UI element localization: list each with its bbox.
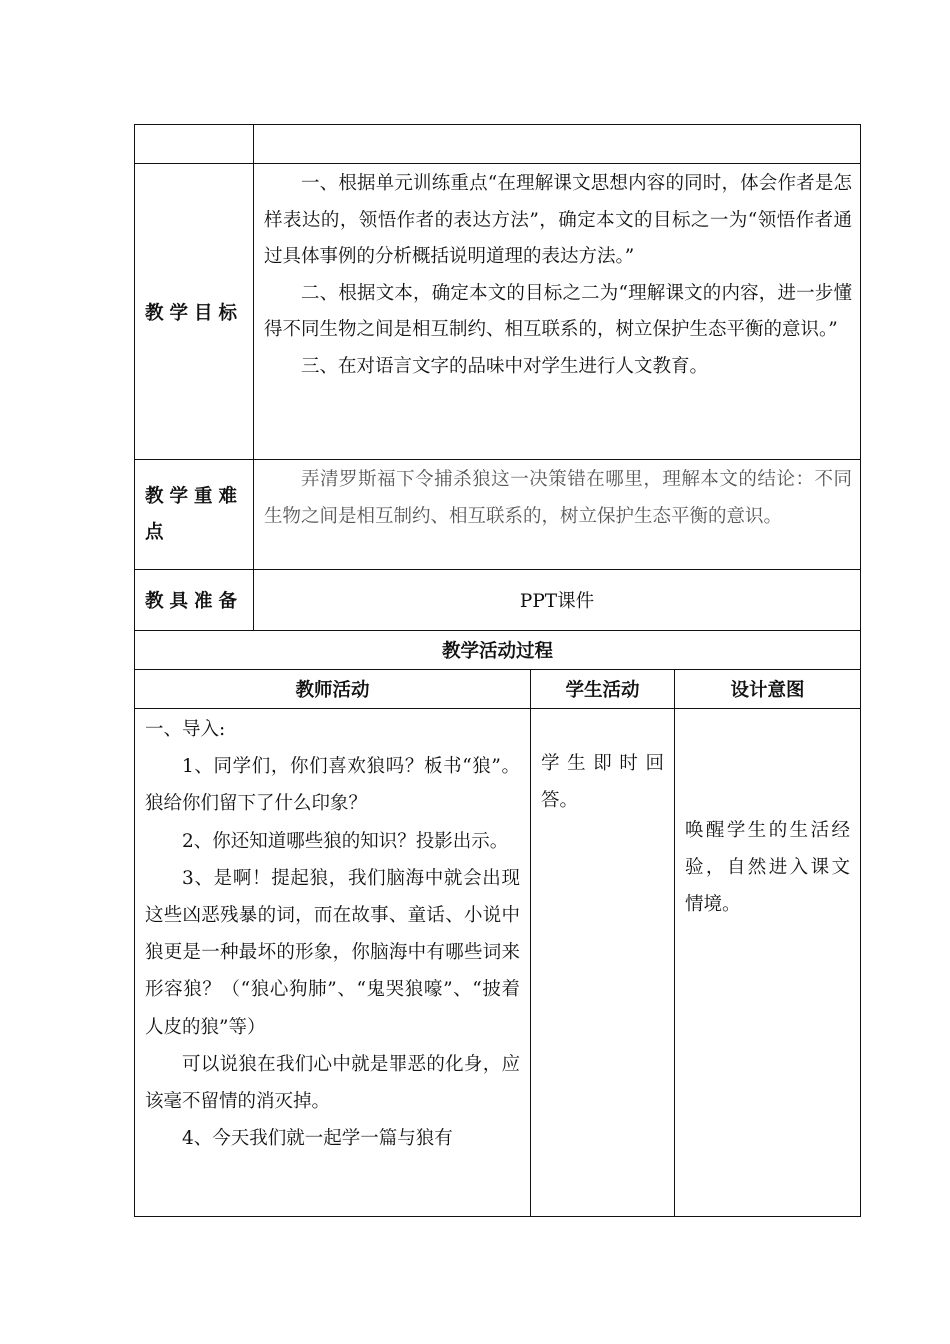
teacher-line-5: 可以说狼在我们心中就是罪恶的化身，应该毫不留情的消灭掉。 xyxy=(145,1053,520,1113)
empty-label-cell xyxy=(135,125,254,164)
process-title-row xyxy=(135,631,861,670)
teacher-line-1: 一、导入: xyxy=(145,719,226,740)
process-body-row xyxy=(135,709,861,1217)
header-teacher: 教师活动 xyxy=(135,670,531,709)
objectives-label: 教学目标 xyxy=(135,164,254,460)
key-points-label: 教学重难点 xyxy=(135,460,254,570)
lesson-plan-table xyxy=(134,124,861,1217)
header-intent: 设计意图 xyxy=(675,670,861,709)
empty-top-row xyxy=(135,125,861,164)
materials-label: 教具准备 xyxy=(135,570,254,631)
materials-row xyxy=(135,570,861,631)
objectives-row xyxy=(135,164,861,460)
objective-2: 二、根据文本，确定本文的目标之二为“理解课文的内容，进一步懂得不同生物之间是相互制约、相互联系的，树立保护生态平衡的意识。” xyxy=(264,282,853,340)
empty-content-cell xyxy=(254,125,861,164)
teacher-line-4: 3、是啊！提起狼，我们脑海中就会出现这些凶恶残暴的词，而在故事、童话、小说中狼更是一种最坏的形象，你脑海中有哪些词来形容狼？（“狼心狗肺”、“鬼哭狼嚎”、“披着人皮的狼”等） xyxy=(145,867,520,1038)
objective-3: 三、在对语言文字的品味中对学生进行人文教育。 xyxy=(301,355,709,377)
process-title: 教学活动过程 xyxy=(135,631,861,670)
teacher-line-6: 4、今天我们就一起学一篇与狼有 xyxy=(182,1128,453,1150)
teacher-line-3: 2、你还知道哪些狼的知识？投影出示。 xyxy=(182,830,509,852)
student-text: 学生即时回答。 xyxy=(541,753,664,812)
key-points-text: 弄清罗斯福下令捕杀狼这一决策错在哪里，理解本文的结论：不同生物之间是相互制约、相互联系的，树立保护生态平衡的意识。 xyxy=(264,469,853,527)
teacher-line-2: 1、同学们，你们喜欢狼吗？板书“狼”。狼给你们留下了什么印象？ xyxy=(145,756,520,815)
design-intent xyxy=(675,709,861,1217)
teacher-activity xyxy=(135,709,531,1217)
intent-text: 唤醒学生的生活经验，自然进入课文情境。 xyxy=(685,820,851,916)
key-points-content xyxy=(254,460,861,570)
student-activity xyxy=(531,709,675,1217)
header-student: 学生活动 xyxy=(531,670,675,709)
objective-1: 一、根据单元训练重点“在理解课文思想内容的同时，体会作者是怎样表达的，领悟作者的表达方法”，确定本文的目标之一为“领悟作者通过具体事例的分析概括说明道理的表达方法。” xyxy=(264,173,853,267)
materials-value: PPT课件 xyxy=(254,570,861,631)
process-header-row xyxy=(135,670,861,709)
objectives-content xyxy=(254,164,861,460)
key-points-row xyxy=(135,460,861,570)
